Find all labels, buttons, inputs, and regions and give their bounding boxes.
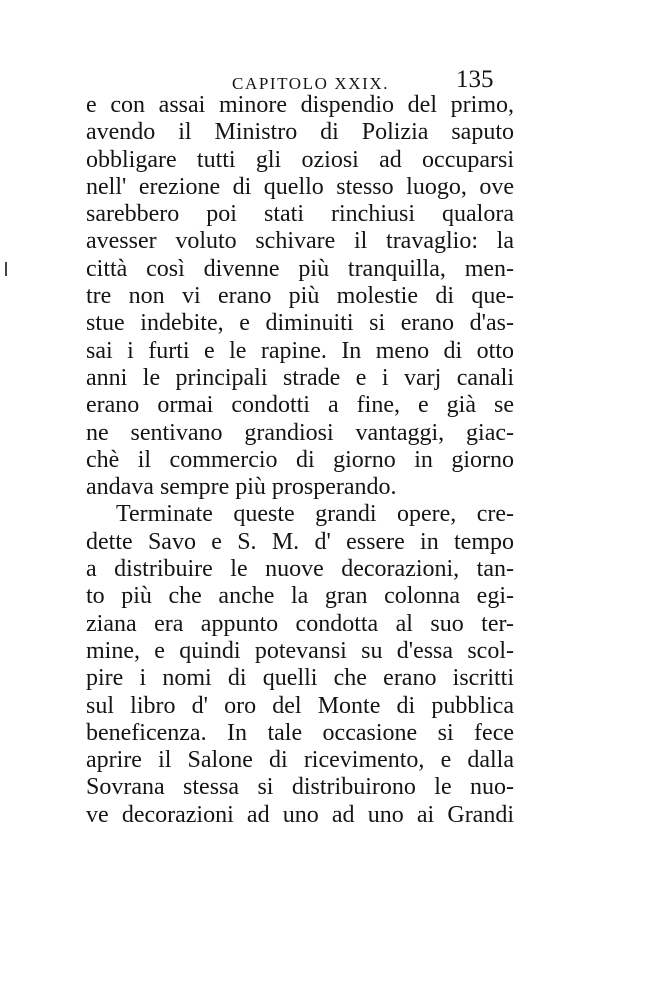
- text-line: anni le principali strade e i varj canali: [86, 364, 514, 391]
- text-line: sai i furti e le rapine. In meno di otto: [86, 337, 514, 364]
- text-line: avesser voluto schivare il travaglio: la: [86, 228, 514, 255]
- text-line: beneficenza. In tale occasione si fece: [86, 719, 514, 746]
- text-line: avendo il Ministro di Polizia saputo: [86, 119, 514, 146]
- body-text: [86, 92, 514, 829]
- margin-mark: [5, 262, 7, 276]
- text-line: tre non vi erano più molestie di que-: [86, 283, 514, 310]
- text-line: e con assai minore dispendio del primo,: [86, 92, 514, 118]
- text-line: Sovrana stessa si distribuirono le nuo-: [86, 774, 514, 801]
- text-line: nell' erezione di quello stesso luogo, ove: [86, 173, 514, 200]
- text-line: a distribuire le nuove decorazioni, tan-: [86, 556, 514, 583]
- text-line: mine, e quindi potevansi su d'essa scol-: [86, 637, 514, 664]
- running-head: CAPITOLO XXIX.: [232, 74, 390, 93]
- text-line: stue indebite, e diminuiti si erano d'as-: [86, 310, 514, 337]
- text-line: ve decorazioni ad uno ad uno ai Grandi: [86, 801, 514, 828]
- text-line: ne sentivano grandiosi vantaggi, giac-: [86, 419, 514, 446]
- text-line: sul libro d' oro del Monte di pubblica: [86, 692, 514, 719]
- text-line: erano ormai condotti a fine, e già se: [86, 392, 514, 419]
- text-line: dette Savo e S. M. d' essere in tempo: [86, 528, 514, 555]
- text-line: ziana era appunto condotta al suo ter-: [86, 610, 514, 637]
- page-number: 135: [456, 66, 494, 93]
- paragraph-start-line: Terminate queste grandi opere, cre-: [116, 501, 514, 528]
- text-line: città così divenne più tranquilla, men-: [86, 255, 514, 282]
- text-line: aprire il Salone di ricevimento, e dalla: [86, 747, 514, 774]
- text-line: pire i nomi di quelli che erano iscritti: [86, 665, 514, 692]
- text-line: to più che anche la gran colonna egi-: [86, 583, 514, 610]
- text-line: obbligare tutti gli oziosi ad occuparsi: [86, 146, 514, 173]
- text-line: sarebbero poi stati rinchiusi qualora: [86, 201, 514, 228]
- paragraph-end-line: andava sempre più prosperando.: [86, 474, 397, 501]
- text-line: chè il commercio di giorno in giorno: [86, 446, 514, 473]
